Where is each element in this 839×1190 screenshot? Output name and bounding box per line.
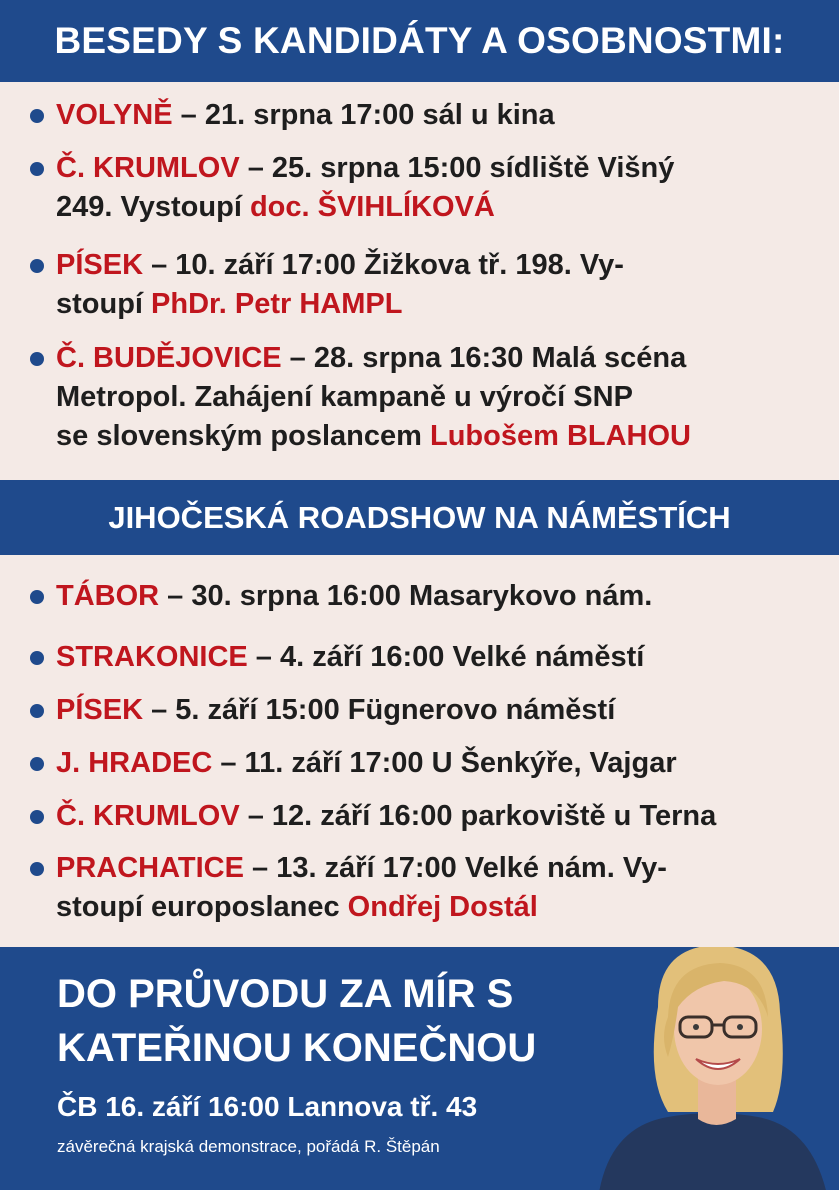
header-banner [0,0,839,82]
candidate-portrait [598,947,828,1190]
list-item [56,96,826,135]
place-name: Č. KRUMLOV [56,800,240,832]
march-banner [0,947,839,1190]
place-name: J. HRADEC [56,747,213,779]
bullet-icon [30,862,44,876]
place-name: PÍSEK [56,249,144,281]
event-detail: – 30. srpna 16:00 Masarykovo nám. [159,580,653,612]
bullet-icon [30,162,44,176]
header-title: BESEDY S KANDIDÁTY A OSOBNOSTMI: [54,20,785,61]
event-detail-line3: se slovenským poslancem [56,420,430,452]
place-name: PÍSEK [56,694,144,726]
bullet-icon [30,651,44,665]
march-slogan-line1: DO PRŮVODU ZA MÍR S [57,972,514,1016]
speaker-name: Ondřej Dostál [347,891,538,923]
event-detail: – 13. září 17:00 Velké nám. Vy- [243,852,667,884]
event-detail: – 5. září 15:00 Fügnerovo náměstí [143,694,616,726]
debates-panel [0,82,839,480]
event-detail: – 25. srpna 15:00 sídliště Višný [239,152,675,184]
list-item [56,638,826,677]
speaker-name: PhDr. Petr HAMPL [151,288,403,320]
list-item [56,691,826,730]
bullet-icon [30,757,44,771]
roadshow-panel [0,555,839,947]
event-detail: – 4. září 16:00 Velké náměstí [247,641,645,673]
event-detail: – 10. září 17:00 Žižkova tř. 198. Vy- [143,249,624,281]
event-detail: – 21. srpna 17:00 sál u kina [172,99,555,131]
bullet-icon [30,590,44,604]
place-name: Č. KRUMLOV [56,152,240,184]
place-name: VOLYNĚ [56,99,173,131]
place-name: STRAKONICE [56,641,248,673]
roadshow-title: JIHOČESKÁ ROADSHOW NA NÁMĚSTÍCH [108,500,731,535]
event-detail-line2: Metropol. Zahájení kampaně u výročí SNP [56,381,633,413]
list-item [56,149,826,227]
place-name: PRACHATICE [56,852,244,884]
march-note: závěrečná krajská demonstrace, pořádá R. Štěpán [57,1137,440,1156]
bullet-icon [30,352,44,366]
event-detail-line2: stoupí europoslanec [56,891,348,923]
bullet-icon [30,704,44,718]
speaker-name: Lubošem BLAHOU [429,420,691,452]
place-name: Č. BUDĚJOVICE [56,342,282,374]
place-name: TÁBOR [56,580,160,612]
march-event: ČB 16. září 16:00 Lannova tř. 43 [57,1091,478,1122]
event-detail: – 12. září 16:00 parkoviště u Terna [239,800,717,832]
list-item [56,797,826,836]
list-item [56,849,826,927]
list-item [56,744,826,783]
list-item [56,339,826,456]
bullet-icon [30,810,44,824]
event-detail-line2: stoupí [56,288,152,320]
bullet-icon [30,259,44,273]
list-item [56,577,826,616]
event-detail-line2: 249. Vystoupí [56,191,250,223]
bullet-icon [30,109,44,123]
event-detail: – 28. srpna 16:30 Malá scéna [281,342,687,374]
list-item [56,246,826,324]
event-detail: – 11. září 17:00 U Šenkýře, Vajgar [212,747,677,779]
march-slogan-line2: KATEŘINOU KONEČNOU [57,1026,537,1070]
roadshow-banner [0,480,839,555]
speaker-name: doc. ŠVIHLÍKOVÁ [249,191,495,223]
march-slogan [57,967,617,1075]
